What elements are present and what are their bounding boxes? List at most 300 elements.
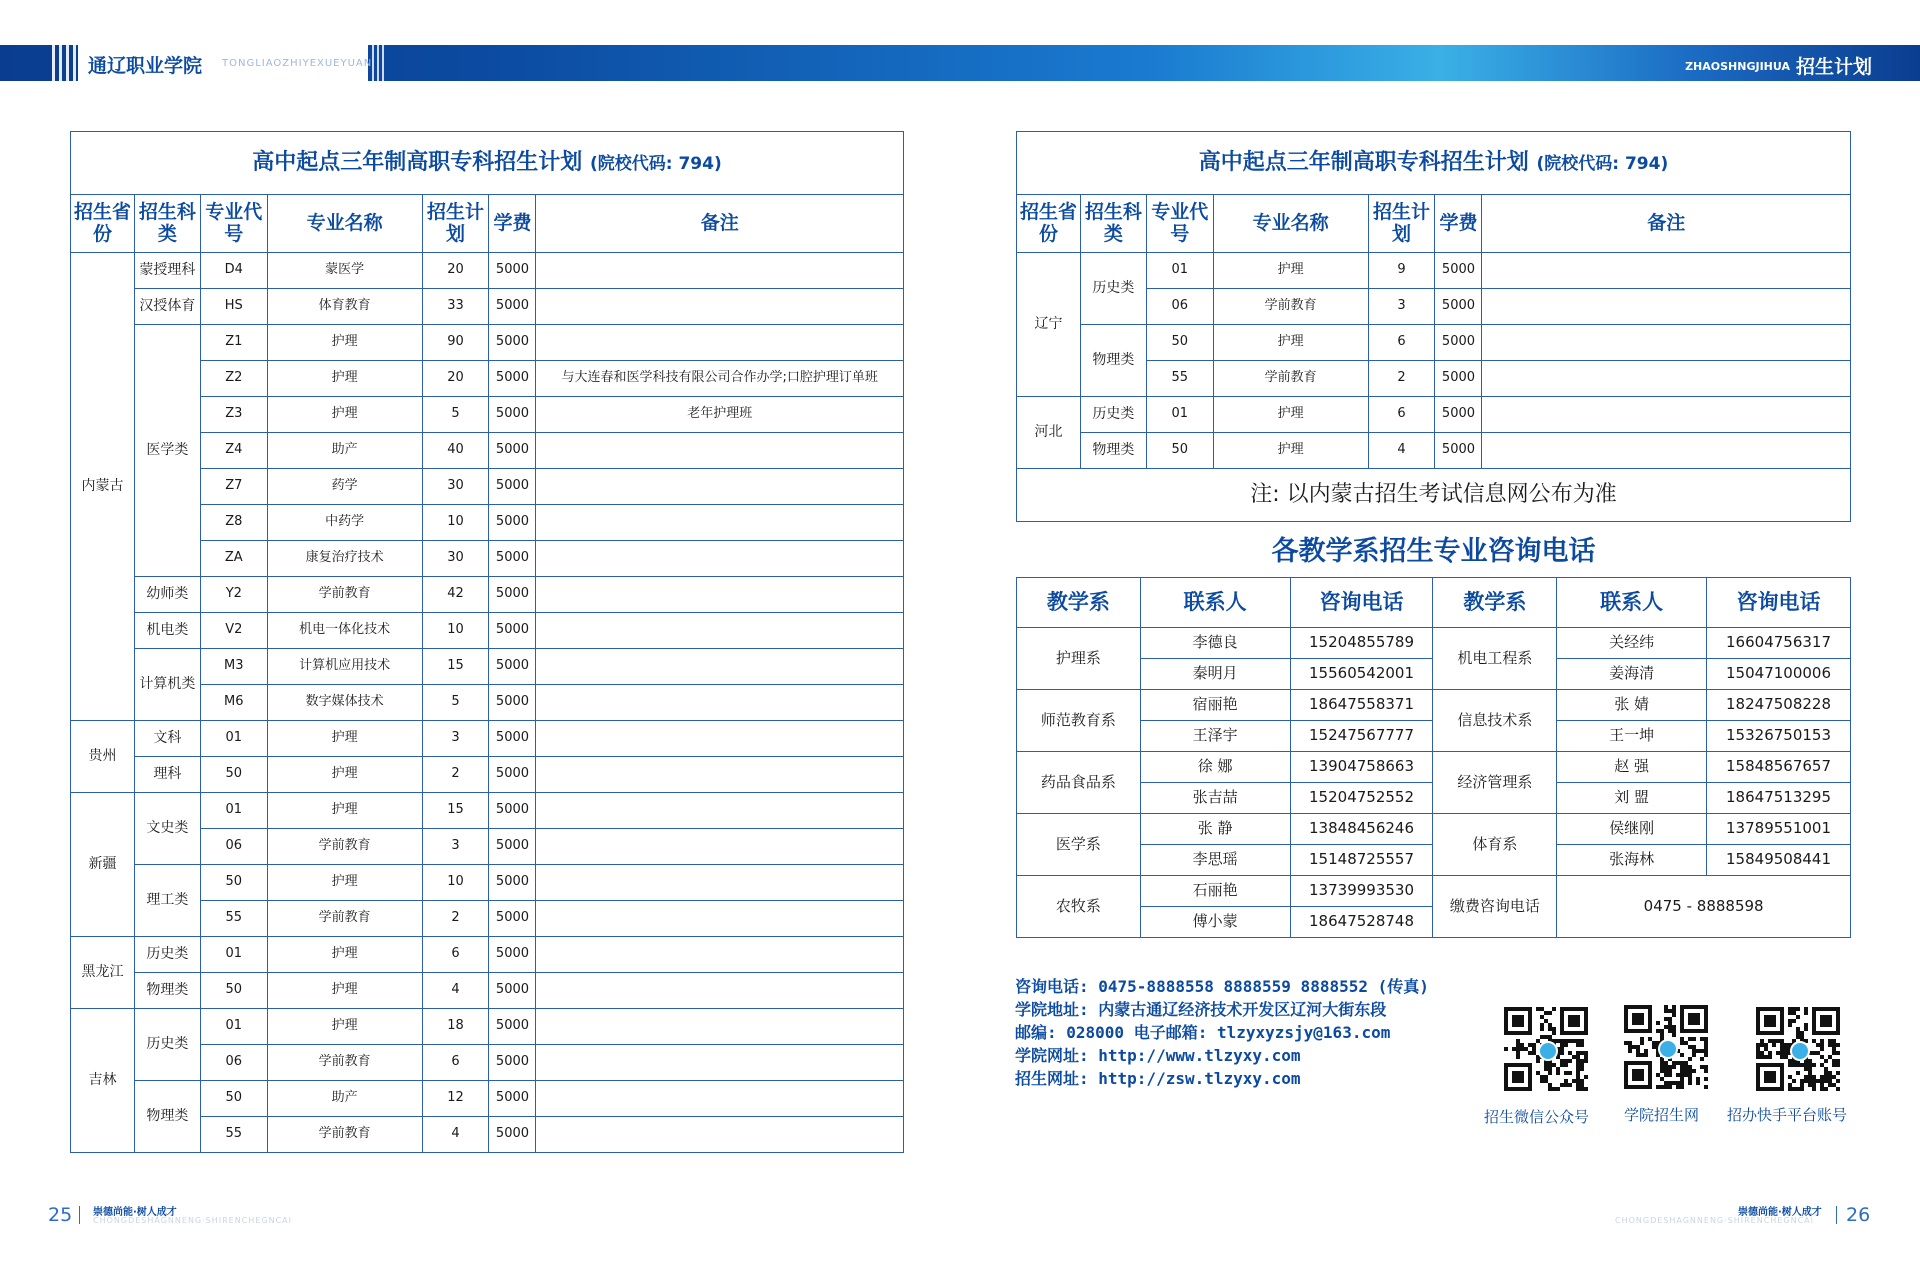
qr-code-icon[interactable] <box>1624 1005 1708 1089</box>
note-cell <box>536 1045 904 1081</box>
dept-contact-table <box>1016 577 1851 938</box>
table-body <box>71 253 904 1153</box>
qr-module <box>1812 1087 1816 1091</box>
page-number-left: 25 <box>48 1204 73 1226</box>
table-header-row <box>1017 578 1851 628</box>
qr-module <box>1568 1083 1572 1087</box>
fee-cell: 5000 <box>489 361 536 397</box>
divider <box>1836 1206 1837 1224</box>
contact-name-cell: 王一坤 <box>1557 721 1707 752</box>
plan-cell: 10 <box>422 505 489 541</box>
category-cell: 物理类 <box>134 1081 200 1153</box>
qr-finder <box>1688 1013 1700 1025</box>
header-category: 招生科类 <box>134 195 200 253</box>
major-cell: 学前教育 <box>1213 361 1368 397</box>
major-cell: 学前教育 <box>267 901 422 937</box>
qr-module <box>1552 1007 1556 1011</box>
qr-module <box>1836 1051 1840 1055</box>
table-row <box>1017 876 1851 907</box>
category-cell: 物理类 <box>134 973 200 1009</box>
code-cell: Z8 <box>200 505 267 541</box>
header-province: 招生省份 <box>71 195 135 253</box>
code-cell: Z4 <box>200 433 267 469</box>
major-cell: 体育教育 <box>267 289 422 325</box>
contact-name-cell: 宿丽艳 <box>1140 690 1290 721</box>
qr-finder <box>1632 1013 1644 1025</box>
major-cell: 护理 <box>267 793 422 829</box>
plan-cell: 3 <box>422 721 489 757</box>
header-phone: 咨询电话 <box>1707 578 1851 628</box>
qr-module <box>1692 1053 1696 1057</box>
qr-module <box>1548 1011 1552 1015</box>
table-row <box>71 577 904 613</box>
major-cell: 护理 <box>267 361 422 397</box>
qr-module <box>1836 1063 1840 1067</box>
dept-name-cell: 经济管理系 <box>1433 752 1557 814</box>
fee-cell: 5000 <box>489 1045 536 1081</box>
school-pinyin: TONGLIAOZHIYEXUEYUAN <box>222 58 373 69</box>
divider <box>79 1206 80 1224</box>
dept-name-cell: 信息技术系 <box>1433 690 1557 752</box>
fee-cell: 5000 <box>489 577 536 613</box>
qr-module <box>1800 1087 1804 1091</box>
major-cell: 计算机应用技术 <box>267 649 422 685</box>
qr-module <box>1672 1065 1676 1069</box>
note-cell <box>536 685 904 721</box>
qr-module <box>1836 1087 1840 1091</box>
category-cell: 计算机类 <box>134 649 200 721</box>
major-cell: 学前教育 <box>267 1117 422 1153</box>
plan-cell: 42 <box>422 577 489 613</box>
category-cell: 文史类 <box>134 793 200 865</box>
qr-module <box>1564 1043 1568 1047</box>
plan-cell: 20 <box>422 253 489 289</box>
plan-cell: 2 <box>422 757 489 793</box>
fee-cell: 5000 <box>489 1081 536 1117</box>
fee-cell: 5000 <box>489 649 536 685</box>
phone-cell: 18247508228 <box>1707 690 1851 721</box>
qr-module <box>1548 1071 1552 1075</box>
header-banner <box>0 45 1920 81</box>
fee-cell: 5000 <box>489 685 536 721</box>
phone-cell: 0475 - 8888598 <box>1557 876 1851 938</box>
fee-cell: 5000 <box>489 1117 536 1153</box>
province-cell: 吉林 <box>71 1009 135 1153</box>
note-cell <box>536 829 904 865</box>
qr-finder <box>1632 1069 1644 1081</box>
header-note: 备注 <box>1482 195 1851 253</box>
note-cell <box>536 577 904 613</box>
qr-module <box>1668 1073 1672 1077</box>
note-cell <box>536 541 904 577</box>
qr-module <box>1540 1027 1544 1031</box>
qr-module <box>1792 1019 1796 1023</box>
code-cell: 50 <box>1146 325 1213 361</box>
fee-cell: 5000 <box>489 397 536 433</box>
qr-module <box>1504 1047 1508 1051</box>
plan-cell: 4 <box>422 973 489 1009</box>
qr-module <box>1836 1071 1840 1075</box>
plan-cell: 10 <box>422 613 489 649</box>
code-cell: 01 <box>200 937 267 973</box>
motto-left: 崇德尚能·树人成才 <box>93 1207 177 1218</box>
table-row <box>1017 325 1851 361</box>
category-cell: 文科 <box>134 721 200 757</box>
note-cell <box>536 1081 904 1117</box>
major-cell: 护理 <box>1213 433 1368 469</box>
note-cell <box>536 865 904 901</box>
header-dept: 教学系 <box>1433 578 1557 628</box>
note-cell <box>1482 253 1851 289</box>
note-cell <box>1482 397 1851 433</box>
major-cell: 护理 <box>1213 325 1368 361</box>
table-row <box>71 1081 904 1117</box>
qr-module <box>1584 1087 1588 1091</box>
major-cell: 护理 <box>1213 253 1368 289</box>
qr-module <box>1584 1075 1588 1079</box>
table-row <box>1017 752 1851 783</box>
qr-code-icon[interactable] <box>1504 1007 1588 1091</box>
qr-logo-icon <box>1790 1041 1810 1061</box>
table-row <box>71 649 904 685</box>
fee-cell: 5000 <box>1435 325 1482 361</box>
table-row <box>1017 814 1851 845</box>
phone-cell: 18647513295 <box>1707 783 1851 814</box>
qr-module <box>1680 1053 1684 1057</box>
qr-module <box>1640 1041 1644 1045</box>
plan-cell: 33 <box>422 289 489 325</box>
note-cell <box>536 1009 904 1045</box>
qr-label-website: 学院招生网 <box>1624 1106 1700 1124</box>
category-cell: 物理类 <box>1080 433 1146 469</box>
qr-module <box>1824 1059 1828 1063</box>
qr-module <box>1696 1081 1700 1085</box>
qr-module <box>1812 1063 1816 1067</box>
table-row <box>71 937 904 973</box>
table-title-text: 高中起点三年制高职专科招生计划 <box>1198 150 1529 176</box>
contact-postcode-email: 邮编: 028000 电子邮箱: tlzyxyzsjy@163.com <box>1015 1023 1391 1042</box>
table-row <box>71 793 904 829</box>
qr-module <box>1564 1063 1568 1067</box>
table-body <box>1017 628 1851 938</box>
qr-module <box>1704 1069 1708 1073</box>
motto-pinyin-left: CHONGDESHAGNNENG·SHIRENCHEGNCAI <box>93 1216 292 1225</box>
qr-module <box>1836 1079 1840 1083</box>
major-cell: 护理 <box>267 325 422 361</box>
table-row <box>1017 628 1851 659</box>
header-contact: 联系人 <box>1140 578 1290 628</box>
dept-name-cell: 医学系 <box>1017 814 1141 876</box>
fee-cell: 5000 <box>1435 361 1482 397</box>
major-cell: 康复治疗技术 <box>267 541 422 577</box>
qr-module <box>1628 1049 1632 1053</box>
qr-label-wechat: 招生微信公众号 <box>1484 1108 1590 1126</box>
qr-module <box>1688 1057 1692 1061</box>
qr-finder <box>1764 1071 1776 1083</box>
phone-cell: 15849508441 <box>1707 845 1851 876</box>
table-row <box>71 757 904 793</box>
phone-cell: 15204855789 <box>1290 628 1433 659</box>
code-cell: 55 <box>200 1117 267 1153</box>
qr-module <box>1796 1015 1800 1019</box>
major-cell: 机电一体化技术 <box>267 613 422 649</box>
qr-module <box>1672 1033 1676 1037</box>
table-row <box>1017 253 1851 289</box>
table-row <box>71 613 904 649</box>
plan-cell: 2 <box>1368 361 1435 397</box>
code-cell: D4 <box>200 253 267 289</box>
fee-cell: 5000 <box>1435 289 1482 325</box>
phone-cell: 18647528748 <box>1290 907 1433 938</box>
fee-cell: 5000 <box>489 793 536 829</box>
table-row <box>71 1009 904 1045</box>
fee-cell: 5000 <box>489 865 536 901</box>
qr-module <box>1580 1043 1584 1047</box>
category-cell: 历史类 <box>134 937 200 973</box>
note-cell <box>536 289 904 325</box>
note-cell <box>1482 325 1851 361</box>
code-cell: 50 <box>200 757 267 793</box>
fee-cell: 5000 <box>489 289 536 325</box>
phone-cell: 15148725557 <box>1290 845 1433 876</box>
qr-module <box>1692 1037 1696 1041</box>
code-cell: 50 <box>200 865 267 901</box>
table-title <box>1017 132 1851 195</box>
code-cell: V2 <box>200 613 267 649</box>
contact-name-cell: 张 婧 <box>1557 690 1707 721</box>
fee-cell: 5000 <box>489 253 536 289</box>
qr-finder <box>1512 1071 1524 1083</box>
phone-cell: 13848456246 <box>1290 814 1433 845</box>
major-cell: 护理 <box>267 721 422 757</box>
table-row <box>71 325 904 361</box>
fee-cell: 5000 <box>489 469 536 505</box>
code-cell: 50 <box>1146 433 1213 469</box>
fee-cell: 5000 <box>489 973 536 1009</box>
category-cell: 物理类 <box>1080 325 1146 397</box>
plan-cell: 15 <box>422 649 489 685</box>
category-cell: 历史类 <box>1080 397 1146 433</box>
phone-cell: 15204752552 <box>1290 783 1433 814</box>
qr-module <box>1796 1071 1800 1075</box>
note-cell <box>1482 289 1851 325</box>
admission-plan-table-left <box>70 131 904 1153</box>
plan-cell: 20 <box>422 361 489 397</box>
qr-module <box>1672 1013 1676 1017</box>
note-cell <box>536 757 904 793</box>
fee-cell: 5000 <box>489 829 536 865</box>
fee-cell: 5000 <box>489 541 536 577</box>
plan-cell: 30 <box>422 469 489 505</box>
code-cell: M3 <box>200 649 267 685</box>
contact-name-cell: 徐 娜 <box>1140 752 1290 783</box>
province-cell: 辽宁 <box>1017 253 1081 397</box>
plan-cell: 18 <box>422 1009 489 1045</box>
province-cell: 内蒙古 <box>71 253 135 721</box>
fee-cell: 5000 <box>489 937 536 973</box>
code-cell: ZA <box>200 541 267 577</box>
phone-cell: 13739993530 <box>1290 876 1433 907</box>
qr-module <box>1704 1077 1708 1081</box>
contact-phone: 咨询电话: 0475-8888558 8888559 8888552 (传真) <box>1015 977 1429 996</box>
qr-finder <box>1568 1015 1580 1027</box>
table-row <box>1017 433 1851 469</box>
plan-cell: 12 <box>422 1081 489 1117</box>
admission-plan-table-right <box>1016 131 1851 522</box>
table-row <box>71 253 904 289</box>
school-code: (院校代码: 794) <box>1536 154 1669 175</box>
category-cell: 理工类 <box>134 865 200 937</box>
table-footnote: 注: 以内蒙古招生考试信息网公布为准 <box>1017 469 1851 522</box>
qr-module <box>1804 1011 1808 1015</box>
fee-cell: 5000 <box>489 613 536 649</box>
header-major: 专业名称 <box>1213 195 1368 253</box>
qr-module <box>1768 1055 1772 1059</box>
dept-name-cell: 农牧系 <box>1017 876 1141 938</box>
qr-code-icon[interactable] <box>1756 1007 1840 1091</box>
qr-module <box>1584 1059 1588 1063</box>
contact-name-cell: 张 静 <box>1140 814 1290 845</box>
plan-cell: 6 <box>422 937 489 973</box>
table-header-row <box>71 195 904 253</box>
note-cell <box>536 721 904 757</box>
code-cell: 01 <box>200 793 267 829</box>
dept-name-cell: 药品食品系 <box>1017 752 1141 814</box>
banner-stripes-decoration <box>52 45 76 81</box>
qr-module <box>1568 1071 1572 1075</box>
note-cell <box>536 649 904 685</box>
contact-name-cell: 张吉喆 <box>1140 783 1290 814</box>
code-cell: 06 <box>200 1045 267 1081</box>
province-cell: 新疆 <box>71 793 135 937</box>
phone-cell: 13789551001 <box>1707 814 1851 845</box>
contact-name-cell: 傅小蒙 <box>1140 907 1290 938</box>
contact-name-cell: 石丽艳 <box>1140 876 1290 907</box>
plan-cell: 5 <box>422 397 489 433</box>
header-note: 备注 <box>536 195 904 253</box>
qr-logo-icon <box>1538 1041 1558 1061</box>
qr-module <box>1656 1021 1660 1025</box>
plan-cell: 30 <box>422 541 489 577</box>
code-cell: 01 <box>200 721 267 757</box>
contact-name-cell: 刘 盟 <box>1557 783 1707 814</box>
contact-website: 学院网址: http://www.tlzyxy.com <box>1015 1046 1301 1065</box>
phone-cell: 13904758663 <box>1290 752 1433 783</box>
contact-info <box>1015 975 1429 1090</box>
plan-cell: 9 <box>1368 253 1435 289</box>
note-cell <box>536 1117 904 1153</box>
contact-name-cell: 李思瑶 <box>1140 845 1290 876</box>
plan-cell: 6 <box>422 1045 489 1081</box>
qr-module <box>1796 1007 1800 1011</box>
note-cell <box>536 325 904 361</box>
major-cell: 中药学 <box>267 505 422 541</box>
major-cell: 助产 <box>267 433 422 469</box>
contact-admission-site: 招生网址: http://zsw.tlzyxy.com <box>1015 1069 1301 1088</box>
contact-name-cell: 张海林 <box>1557 845 1707 876</box>
code-cell: 01 <box>1146 253 1213 289</box>
code-cell: Z1 <box>200 325 267 361</box>
dept-name-cell: 机电工程系 <box>1433 628 1557 690</box>
table-body <box>1017 253 1851 469</box>
code-cell: Z2 <box>200 361 267 397</box>
table-row <box>71 289 904 325</box>
fee-cell: 5000 <box>1435 433 1482 469</box>
category-cell: 幼师类 <box>134 577 200 613</box>
category-cell: 历史类 <box>1080 253 1146 325</box>
qr-finder <box>1512 1015 1524 1027</box>
motto-right: 崇德尚能·树人成才 <box>1738 1207 1822 1218</box>
category-cell: 汉授体育 <box>134 289 200 325</box>
contact-name-cell: 姜海清 <box>1557 659 1707 690</box>
qr-module <box>1580 1067 1584 1071</box>
major-cell: 蒙医学 <box>267 253 422 289</box>
major-cell: 护理 <box>267 757 422 793</box>
qr-module <box>1516 1055 1520 1059</box>
motto-pinyin-right: CHONGDESHAGNNENG·SHIRENCHEGNCAI <box>1615 1216 1814 1225</box>
code-cell: 55 <box>1146 361 1213 397</box>
table-title-text: 高中起点三年制高职专科招生计划 <box>252 150 583 176</box>
qr-module <box>1668 1085 1672 1089</box>
qr-logo-icon <box>1658 1039 1678 1059</box>
code-cell: 06 <box>1146 289 1213 325</box>
qr-module <box>1552 1031 1556 1035</box>
contact-name-cell: 王泽宇 <box>1140 721 1290 752</box>
note-cell: 老年护理班 <box>536 397 904 433</box>
contact-name-cell: 李德良 <box>1140 628 1290 659</box>
table-title <box>71 132 904 195</box>
major-cell: 护理 <box>1213 397 1368 433</box>
fee-cell: 5000 <box>489 433 536 469</box>
school-name: 通辽职业学院 <box>88 55 203 77</box>
contact-name-cell: 秦明月 <box>1140 659 1290 690</box>
dept-name-cell: 缴费咨询电话 <box>1433 876 1557 938</box>
qr-module <box>1700 1057 1704 1061</box>
qr-module <box>1680 1085 1684 1089</box>
phone-cell: 18647558371 <box>1290 690 1433 721</box>
plan-cell: 6 <box>1368 325 1435 361</box>
code-cell: 55 <box>200 901 267 937</box>
qr-module <box>1804 1027 1808 1031</box>
category-cell: 蒙授理科 <box>134 253 200 289</box>
table-row <box>1017 397 1851 433</box>
major-cell: 助产 <box>267 1081 422 1117</box>
major-cell: 护理 <box>267 937 422 973</box>
qr-module <box>1704 1085 1708 1089</box>
header-major: 专业名称 <box>267 195 422 253</box>
plan-cell: 6 <box>1368 397 1435 433</box>
contact-name-cell: 赵 强 <box>1557 752 1707 783</box>
qr-module <box>1704 1053 1708 1057</box>
qr-module <box>1792 1079 1796 1083</box>
qr-finder <box>1820 1015 1832 1027</box>
category-cell: 历史类 <box>134 1009 200 1081</box>
header-plan: 招生计划 <box>422 195 489 253</box>
note-cell <box>536 973 904 1009</box>
header-phone: 咨询电话 <box>1290 578 1433 628</box>
qr-module <box>1560 1051 1564 1055</box>
header-code: 专业代号 <box>1146 195 1213 253</box>
phone-cell: 15848567657 <box>1707 752 1851 783</box>
header-plan: 招生计划 <box>1368 195 1435 253</box>
phone-cell: 15326750153 <box>1707 721 1851 752</box>
qr-finder <box>1764 1015 1776 1027</box>
plan-cell: 3 <box>422 829 489 865</box>
plan-cell: 2 <box>422 901 489 937</box>
phone-cell: 15560542001 <box>1290 659 1433 690</box>
note-cell <box>536 937 904 973</box>
school-code: (院校代码: 794) <box>589 154 722 175</box>
